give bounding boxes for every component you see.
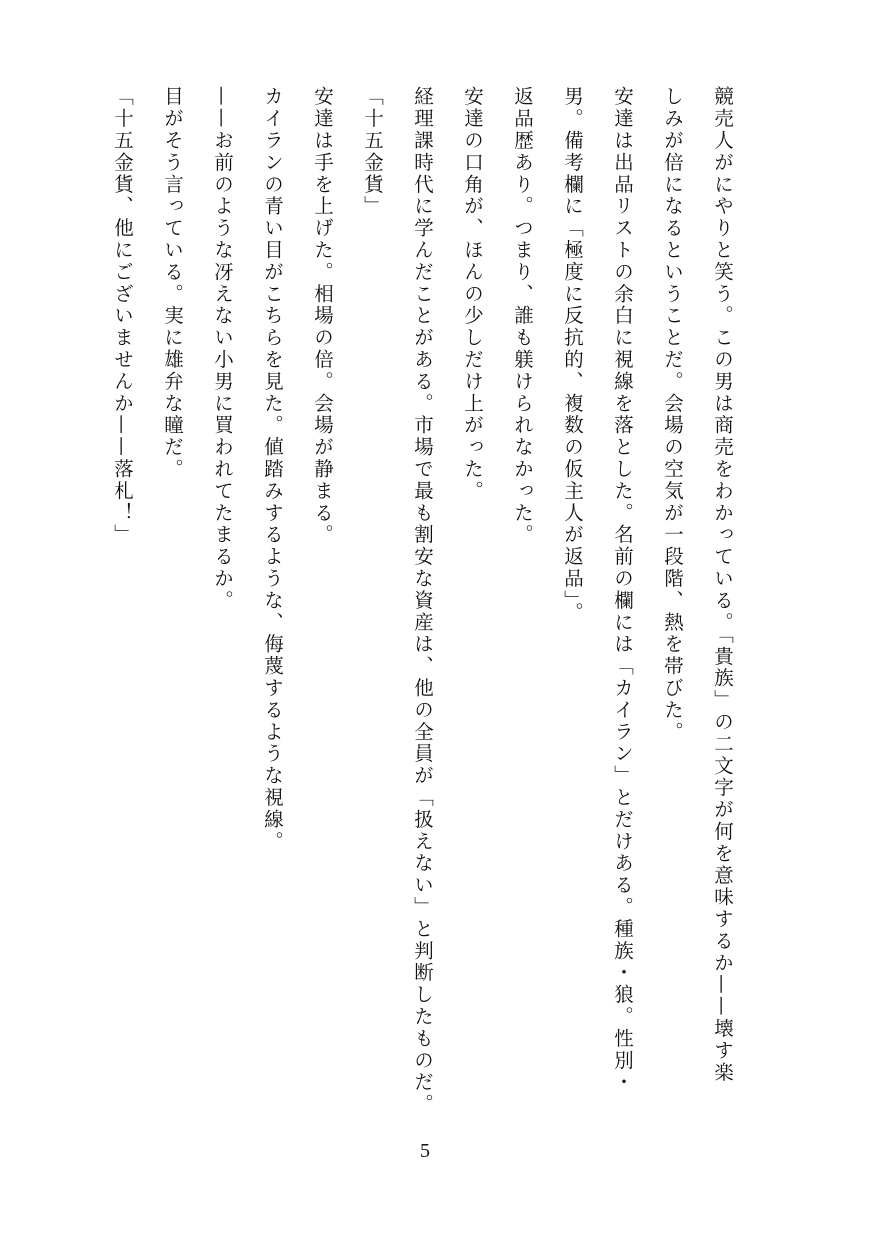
body-text xyxy=(111,86,747,1116)
text-line: 安達は出品リストの余白に視線を落とした。名前の欄には「カイラン」とだけある。種族・狼。性別・ xyxy=(611,86,634,1094)
text-line: 安達の口角が、ほんの少しだけ上がった。 xyxy=(461,86,484,503)
text-line: 男。備考欄に「極度に反抗的、複数の仮主人が返品」。 xyxy=(561,86,584,624)
text-line: 目がそう言っている。実に雄弁な瞳だ。 xyxy=(161,86,184,481)
text-line: 競売人がにやりと笑う。この男は商売をわかっている。「貴族」の二文字が何を意味するか——壊す楽 xyxy=(711,86,734,1084)
text-line: 返品歴あり。つまり、誰も躾けられなかった。 xyxy=(511,86,534,546)
page-number: 5 xyxy=(420,1140,430,1162)
text-line: しみが倍になるということだ。会場の空気が一段階、熱を帯びた。 xyxy=(661,86,684,743)
text-line: 「十五金貨、他にございませんか——落札！」 xyxy=(111,86,134,546)
text-line: カイランの青い目がこちらを見た。値踏みするような、侮蔑するような視線。 xyxy=(261,86,284,853)
text-line: 経理課時代に学んだことがある。市場で最も割安な資産は、他の全員が「扱えない」と判断したものだ。 xyxy=(411,86,434,1116)
text-line: 安達は手を上げた。相場の倍。会場が静まる。 xyxy=(311,86,334,546)
text-line: ——お前のような冴えない小男に買われてたまるか。 xyxy=(211,86,234,612)
text-line: 「十五金貨」 xyxy=(361,86,384,218)
